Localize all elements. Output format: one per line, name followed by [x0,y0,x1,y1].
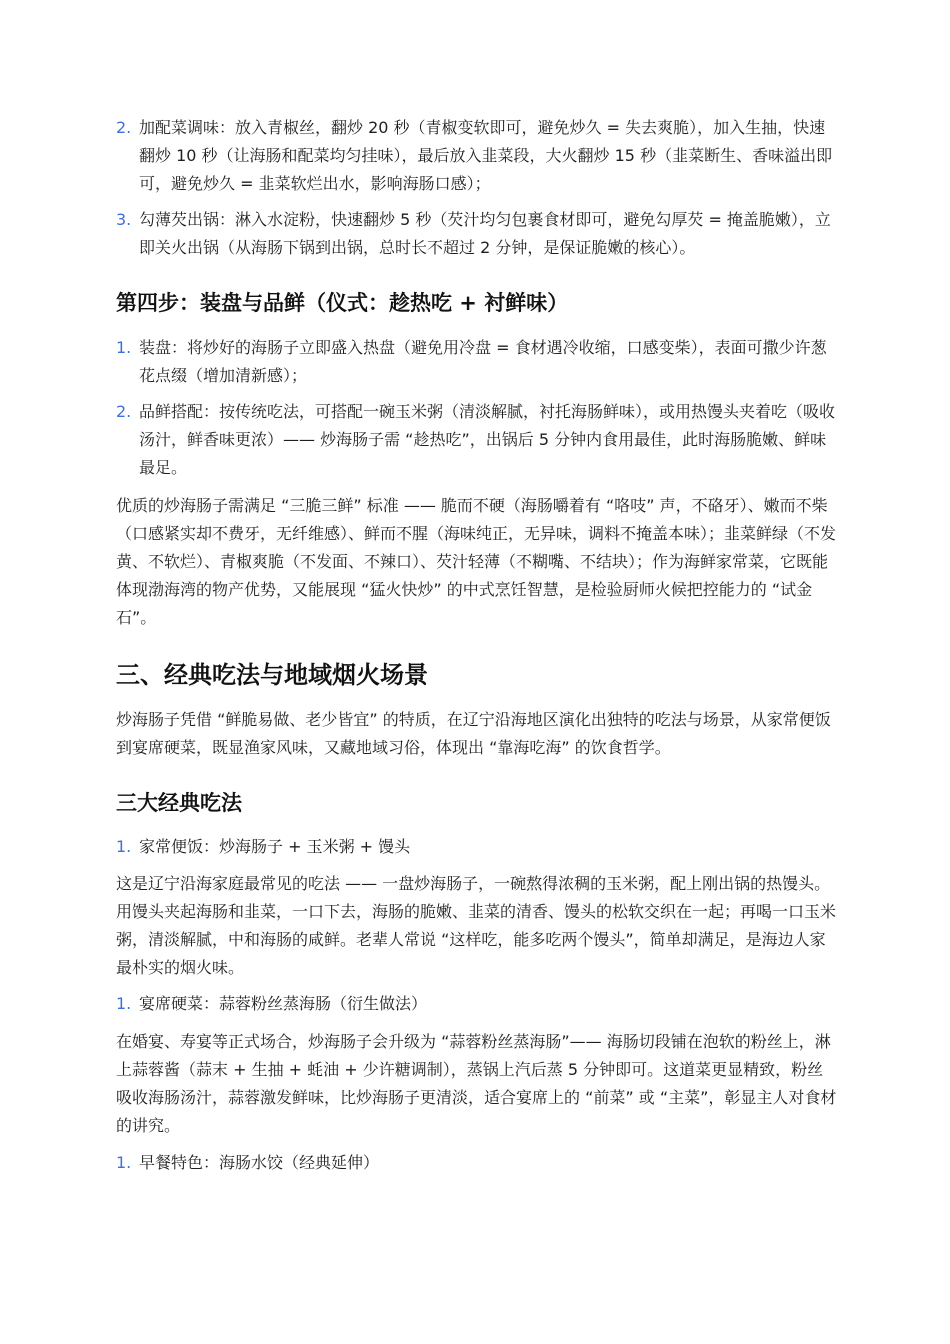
list-number: 1. [116,338,132,357]
section-heading: 三、经典吃法与地域烟火场景 [116,661,428,689]
list-text: 品鲜搭配：按传统吃法，可搭配一碗玉米粥（清淡解腻，衬托海肠鲜味），或用热馒头夹着吃（吸收汤汁，鲜香味更浓）—— 炒海肠子需 “趁热吃”，出锅后 5 分钟内食用最佳，此时海肠脆嫩、鲜味最足。 [139,402,836,477]
list-item [116,114,836,198]
list-item [116,334,836,390]
list-number: 1. [116,994,132,1013]
method-paragraph: 这是辽宁沿海家庭最常见的吃法 —— 一盘炒海肠子，一碗熬得浓稠的玉米粥，配上刚出锅的热馒头。用馒头夹起海肠和韭菜，一口下去，海肠的脆嫩、韭菜的清香、馒头的松软交织在一起；再喝一口玉米粥，清淡解腻，中和海肠的咸鲜。老辈人常说 “这样吃，能多吃两个馒头”，简单却满足，是海边人家最朴实的烟火味。 [116,874,837,977]
list-item [116,206,836,262]
step4-heading: 第四步：装盘与品鲜（仪式：趁热吃 + 衬鲜味） [116,291,569,315]
list-item [116,833,836,861]
list-text: 早餐特色：海肠水饺（经典延伸） [139,1153,380,1172]
subsection-heading: 三大经典吃法 [116,791,242,815]
list-text: 宴席硬菜：蒜蓉粉丝蒸海肠（衍生做法） [139,994,428,1013]
list-number: 2. [116,402,132,421]
list-number: 1. [116,837,132,856]
list-text: 加配菜调味：放入青椒丝，翻炒 20 秒（青椒变软即可，避免炒久 = 失去爽脆），加入生抽，快速翻炒 10 秒（让海肠和配菜均匀挂味），最后放入韭菜段，大火翻炒 15 秒（韭菜断生、香味溢出即可，避免炒久 = 韭菜软烂出水，影响海肠口感）； [139,118,833,193]
list-text: 勾薄芡出锅：淋入水淀粉，快速翻炒 5 秒（芡汁均匀包裹食材即可，避免勾厚芡 = 掩盖脆嫩），立即关火出锅（从海肠下锅到出锅，总时长不超过 2 分钟，是保证脆嫩的核心）。 [139,210,831,257]
list-number: 3. [116,210,132,229]
list-item [116,1149,836,1177]
method-paragraph: 在婚宴、寿宴等正式场合，炒海肠子会升级为 “蒜蓉粉丝蒸海肠”—— 海肠切段铺在泡软的粉丝上，淋上蒜蓉酱（蒜末 + 生抽 + 蚝油 + 少许糖调制），蒸锅上汽后蒸 5 分钟即可。这道菜更显精致，粉丝吸收海肠汤汁，蒜蓉激发鲜味，比炒海肠子更清淡，适合宴席上的 “前菜” 或 “主菜”，彰显主人对食材的讲究。 [116,1032,837,1135]
list-text: 家常便饭：炒海肠子 + 玉米粥 + 馒头 [139,837,411,856]
list-item [116,990,836,1018]
list-number: 2. [116,118,132,137]
summary-paragraph: 优质的炒海肠子需满足 “三脆三鲜” 标准 —— 脆而不硬（海肠嚼着有 “咯吱” 声，不硌牙）、嫩而不柴（口感紧实却不费牙，无纤维感）、鲜而不腥（海味纯正，无异味，调料不掩盖本味）；韭菜鲜绿（不发黄、不软烂）、青椒爽脆（不发面、不辣口）、芡汁轻薄（不糊嘴、不结块）；作为海鲜家常菜，它既能体现渤海湾的物产优势，又能展现 “猛火快炒” 的中式烹饪智慧，是检验厨师火候把控能力的 “试金石”。 [116,496,837,627]
list-number: 1. [116,1153,132,1172]
list-text: 装盘：将炒好的海肠子立即盛入热盘（避免用冷盘 = 食材遇冷收缩，口感变柴），表面可撒少许葱花点缀（增加清新感）； [139,338,827,385]
list-item [116,398,836,482]
intro-paragraph: 炒海肠子凭借 “鲜脆易做、老少皆宜” 的特质，在辽宁沿海地区演化出独特的吃法与场景，从家常便饭到宴席硬菜，既显渔家风味，又藏地域习俗，体现出 “靠海吃海” 的饮食哲学。 [116,710,831,757]
